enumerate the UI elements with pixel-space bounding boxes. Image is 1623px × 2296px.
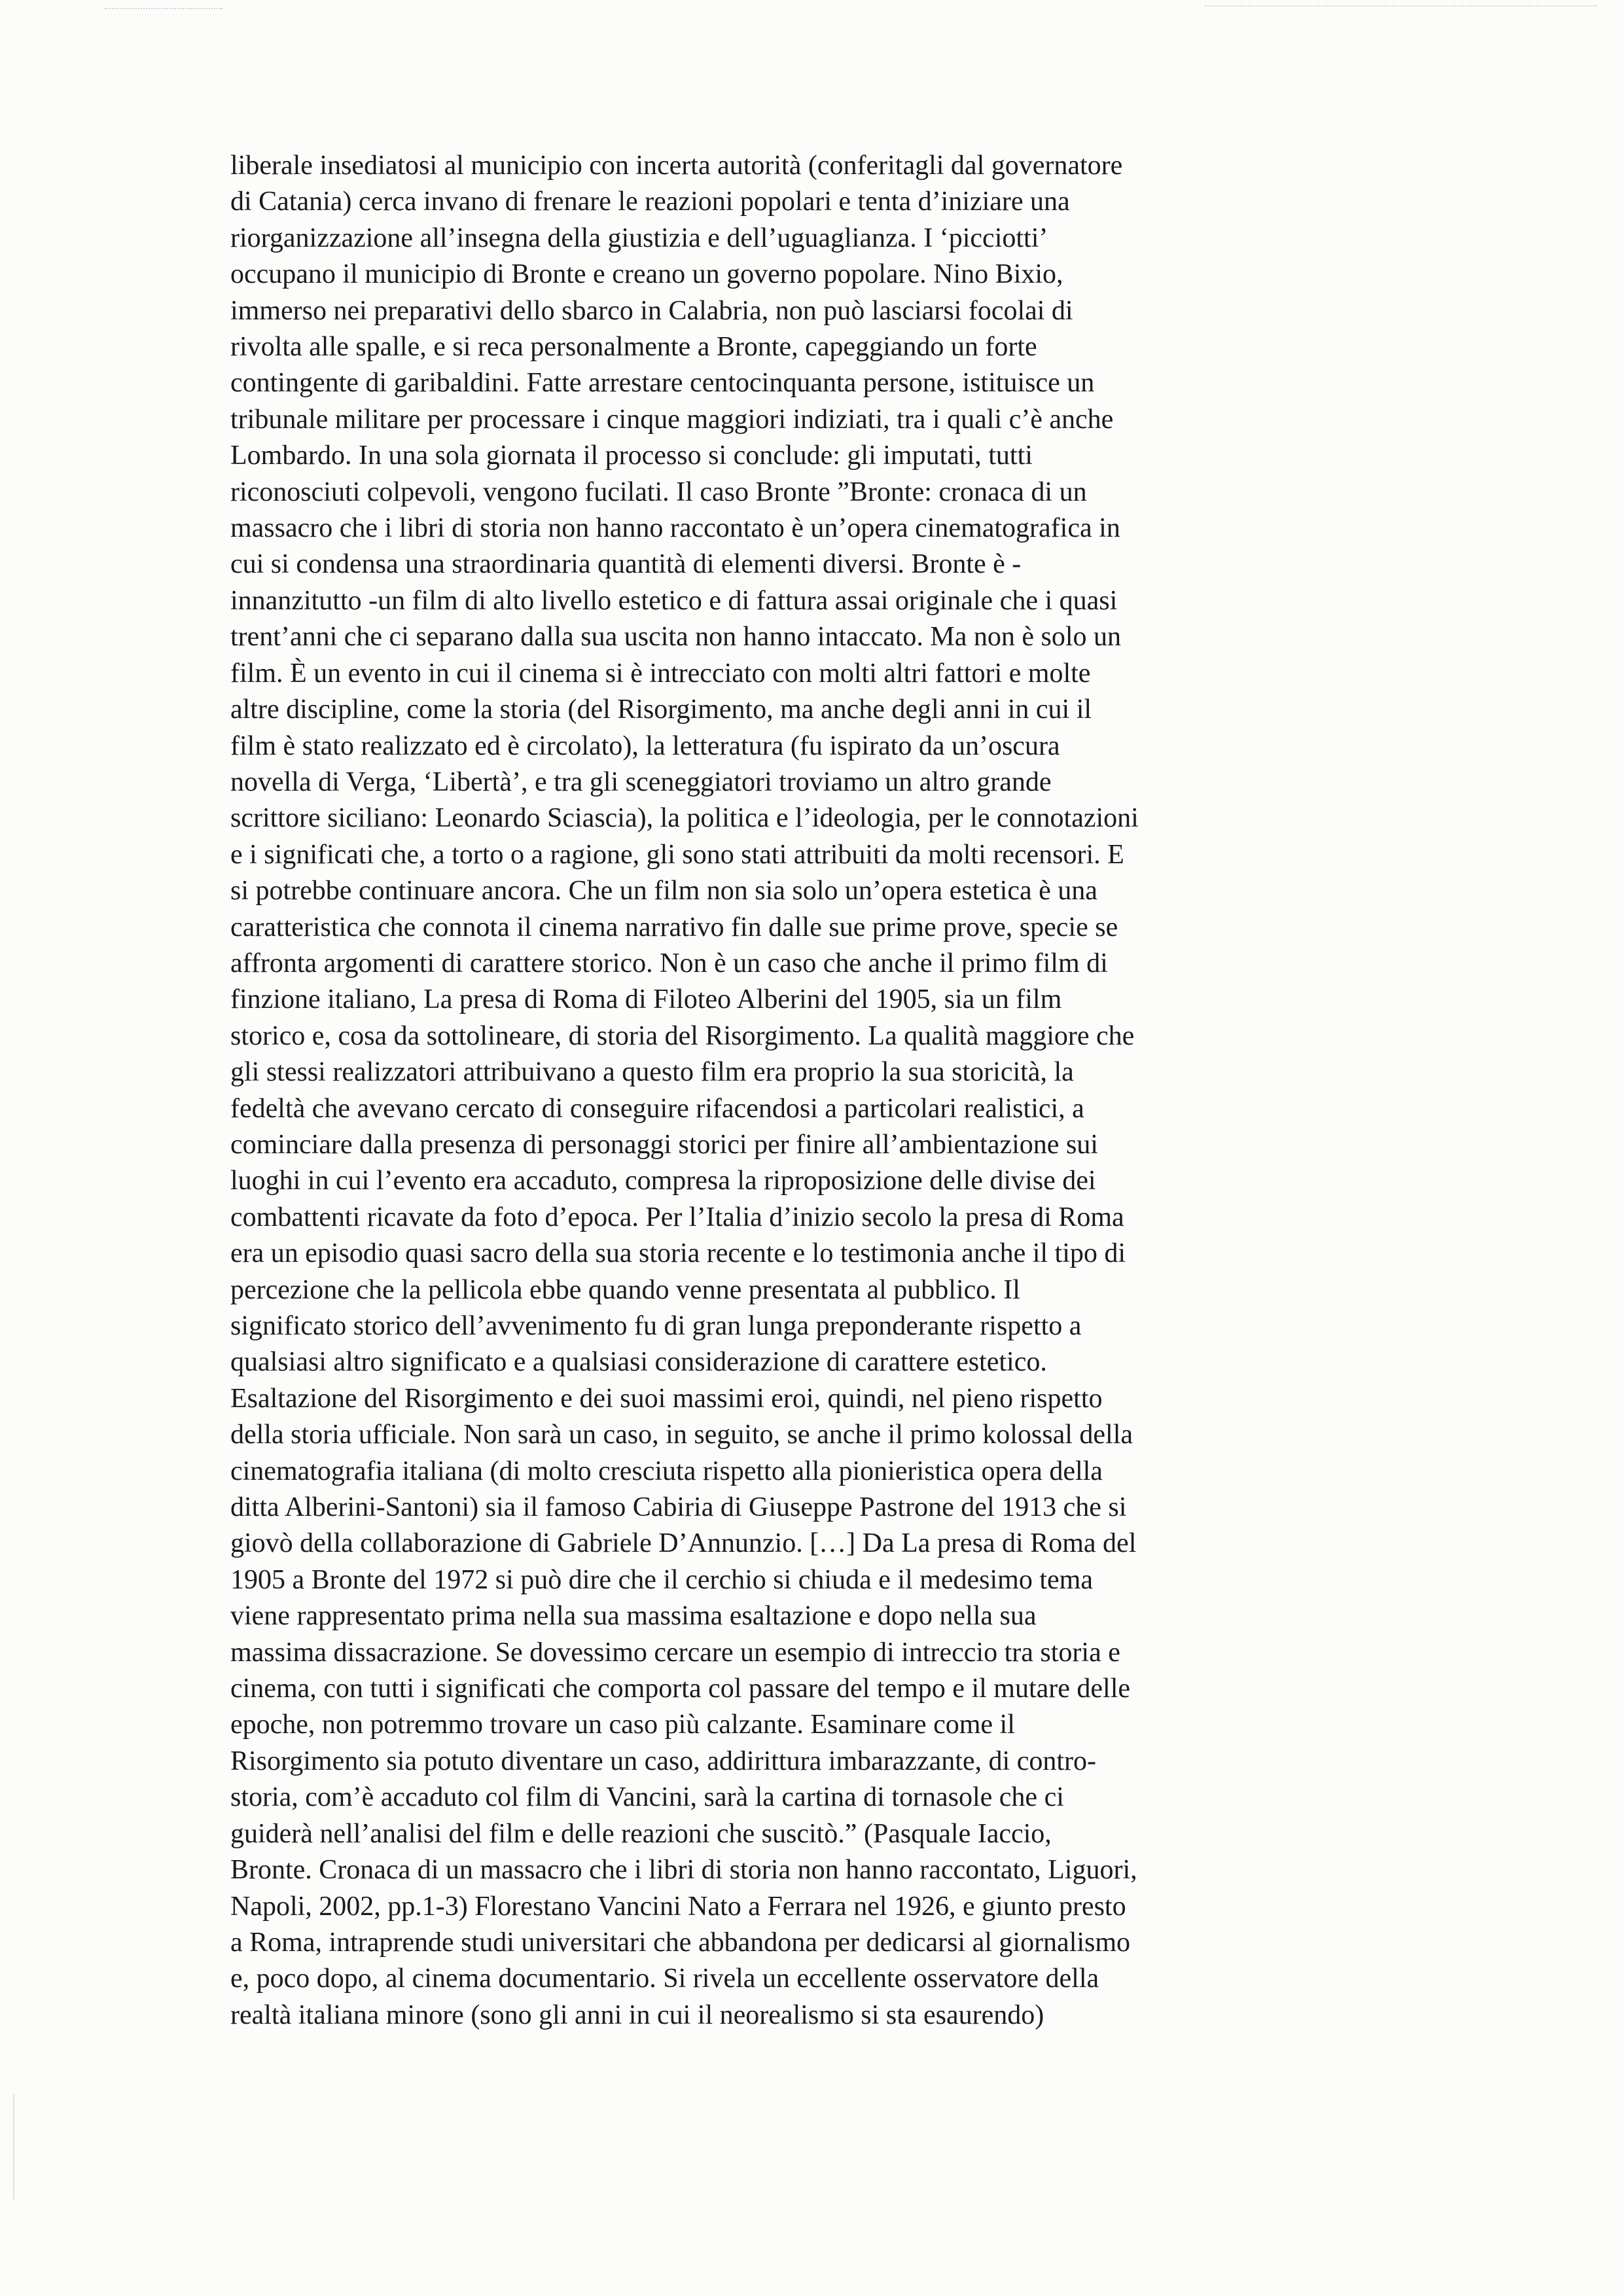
scan-artifact-top bbox=[105, 8, 223, 10]
text-line: e, poco dopo, al cinema documentario. Si rivela un eccellente osservatore della bbox=[230, 1964, 1099, 1994]
text-line: altre discipline, come la storia (del Risorgimento, ma anche degli anni in cui il bbox=[230, 694, 1092, 725]
text-line: Bronte. Cronaca di un massacro che i libri di storia non hanno raccontato, Liguori, bbox=[230, 1855, 1137, 1886]
text-line: ditta Alberini-Santoni) sia il famoso Cabiria di Giuseppe Pastrone del 1913 che si bbox=[230, 1492, 1127, 1523]
text-line: storico e, cosa da sottolineare, di storia del Risorgimento. La qualità maggiore che bbox=[230, 1020, 1135, 1051]
text-line: a Roma, intraprende studi universitari che abbandona per dedicarsi al giornalismo bbox=[230, 1927, 1131, 1958]
text-line-cut-off: realtà italiana minore (sono gli anni in cui il neorealismo si sta esaurendo) bbox=[230, 2000, 1044, 2030]
text-line: si potrebbe continuare ancora. Che un film non sia solo un’opera estetica è una bbox=[230, 876, 1097, 906]
body-text bbox=[230, 148, 1291, 2030]
text-line: immerso nei preparativi dello sbarco in Calabria, non può lasciarsi focolai di bbox=[230, 295, 1073, 326]
text-line: massima dissacrazione. Se dovessimo cercare un esempio di intreccio tra storia e bbox=[230, 1637, 1120, 1668]
text-line: giovò della collaborazione di Gabriele D’Annunzio. […] Da La presa di Roma del bbox=[230, 1528, 1137, 1559]
text-line: della storia ufficiale. Non sarà un caso, in seguito, se anche il primo kolossal della bbox=[230, 1420, 1133, 1450]
text-line: finzione italiano, La presa di Roma di Filoteo Alberini del 1905, sia un film bbox=[230, 984, 1062, 1015]
text-line: trent’anni che ci separano dalla sua uscita non hanno intaccato. Ma non è solo un bbox=[230, 622, 1122, 653]
text-line: storia, com’è accaduto col film di Vancini, sarà la cartina di tornasole che ci bbox=[230, 1782, 1064, 1813]
text-line: film. È un evento in cui il cinema si è intrecciato con molti altri fattori e molte bbox=[230, 658, 1091, 689]
text-line: novella di Verga, ‘Libertà’, e tra gli sceneggiatori troviamo un altro grande bbox=[230, 766, 1052, 797]
text-line: tribunale militare per processare i cinque maggiori indiziati, tra i quali c’è anche bbox=[230, 404, 1114, 435]
text-line: luoghi in cui l’evento era accaduto, compresa la riproposizione delle divise dei bbox=[230, 1166, 1096, 1196]
text-line: era un episodio quasi sacro della sua storia recente e lo testimonia anche il tipo di bbox=[230, 1238, 1126, 1269]
text-line: 1905 a Bronte del 1972 si può dire che il cerchio si chiuda e il medesimo tema bbox=[230, 1564, 1093, 1595]
scan-artifact-left bbox=[13, 2094, 14, 2199]
text-line: Napoli, 2002, pp.1-3) Florestano Vancini Nato a Ferrara nel 1926, e giunto presto bbox=[230, 1891, 1126, 1922]
text-line: epoche, non potremmo trovare un caso più calzante. Esaminare come il bbox=[230, 1710, 1015, 1740]
text-line: riconosciuti colpevoli, vengono fucilati. Il caso Bronte ”Bronte: cronaca di un bbox=[230, 476, 1087, 507]
text-line: massacro che i libri di storia non hanno raccontato è un’opera cinematografica in bbox=[230, 513, 1120, 544]
text-line: gli stessi realizzatori attribuivano a questo film era proprio la sua storicità, la bbox=[230, 1057, 1074, 1088]
text-line: e i significati che, a torto o a ragione, gli sono stati attribuiti da molti recensori. E bbox=[230, 839, 1124, 870]
text-line: riorganizzazione all’insegna della giustizia e dell’uguaglianza. I ‘picciotti’ bbox=[230, 223, 1048, 253]
text-line: cui si condensa una straordinaria quantità di elementi diversi. Bronte è - bbox=[230, 549, 1022, 580]
text-line: film è stato realizzato ed è circolato), la letteratura (fu ispirato da un’oscura bbox=[230, 730, 1060, 761]
text-line: viene rappresentato prima nella sua massima esaltazione e dopo nella sua bbox=[230, 1601, 1037, 1632]
text-line: innanzitutto -un film di alto livello estetico e di fattura assai originale che i quasi bbox=[230, 585, 1118, 616]
text-line: fedeltà che avevano cercato di conseguire rifacendosi a particolari realistici, a bbox=[230, 1093, 1084, 1124]
text-line: Esaltazione del Risorgimento e dei suoi massimi eroi, quindi, nel pieno rispetto bbox=[230, 1383, 1103, 1414]
text-line: cominciare dalla presenza di personaggi storici per finire all’ambientazione sui bbox=[230, 1129, 1098, 1160]
text-line: guiderà nell’analisi del film e delle reazioni che suscitò.” (Pasquale Iaccio, bbox=[230, 1818, 1052, 1849]
text-line: qualsiasi altro significato e a qualsiasi considerazione di carattere estetico. bbox=[230, 1347, 1047, 1378]
text-line: cinematografia italiana (di molto cresciuta rispetto alla pionieristica opera della bbox=[230, 1456, 1103, 1486]
text-line: rivolta alle spalle, e si reca personalmente a Bronte, capeggiando un forte bbox=[230, 332, 1037, 363]
text-line: Lombardo. In una sola giornata il processo si conclude: gli imputati, tutti bbox=[230, 440, 1033, 471]
text-line: occupano il municipio di Bronte e creano un governo popolare. Nino Bixio, bbox=[230, 259, 1063, 290]
text-line: caratteristica che connota il cinema narrativo fin dalle sue prime prove, specie se bbox=[230, 912, 1118, 942]
text-line: cinema, con tutti i significati che comporta col passare del tempo e il mutare delle bbox=[230, 1674, 1131, 1704]
text-line: significato storico dell’avvenimento fu di gran lunga preponderante rispetto a bbox=[230, 1311, 1082, 1341]
text-line: affronta argomenti di carattere storico. Non è un caso che anche il primo film di bbox=[230, 948, 1108, 978]
text-line: Risorgimento sia potuto diventare un caso, addirittura imbarazzante, di contro- bbox=[230, 1746, 1096, 1776]
text-line: combattenti ricavate da foto d’epoca. Per l’Italia d’inizio secolo la presa di Roma bbox=[230, 1202, 1124, 1232]
text-line: di Catania) cerca invano di frenare le reazioni popolari e tenta d’iniziare una bbox=[230, 187, 1070, 217]
text-line: scrittore siciliano: Leonardo Sciascia), la politica e l’ideologia, per le connotazioni bbox=[230, 803, 1139, 834]
text-line: contingente di garibaldini. Fatte arrestare centocinquanta persone, istituisce un bbox=[230, 368, 1095, 399]
scan-artifact-top-right bbox=[1204, 5, 1597, 8]
text-line: liberale insediatosi al municipio con incerta autorità (conferitagli dal governatore bbox=[230, 151, 1123, 181]
text-line: percezione che la pellicola ebbe quando venne presentata al pubblico. Il bbox=[230, 1274, 1020, 1305]
